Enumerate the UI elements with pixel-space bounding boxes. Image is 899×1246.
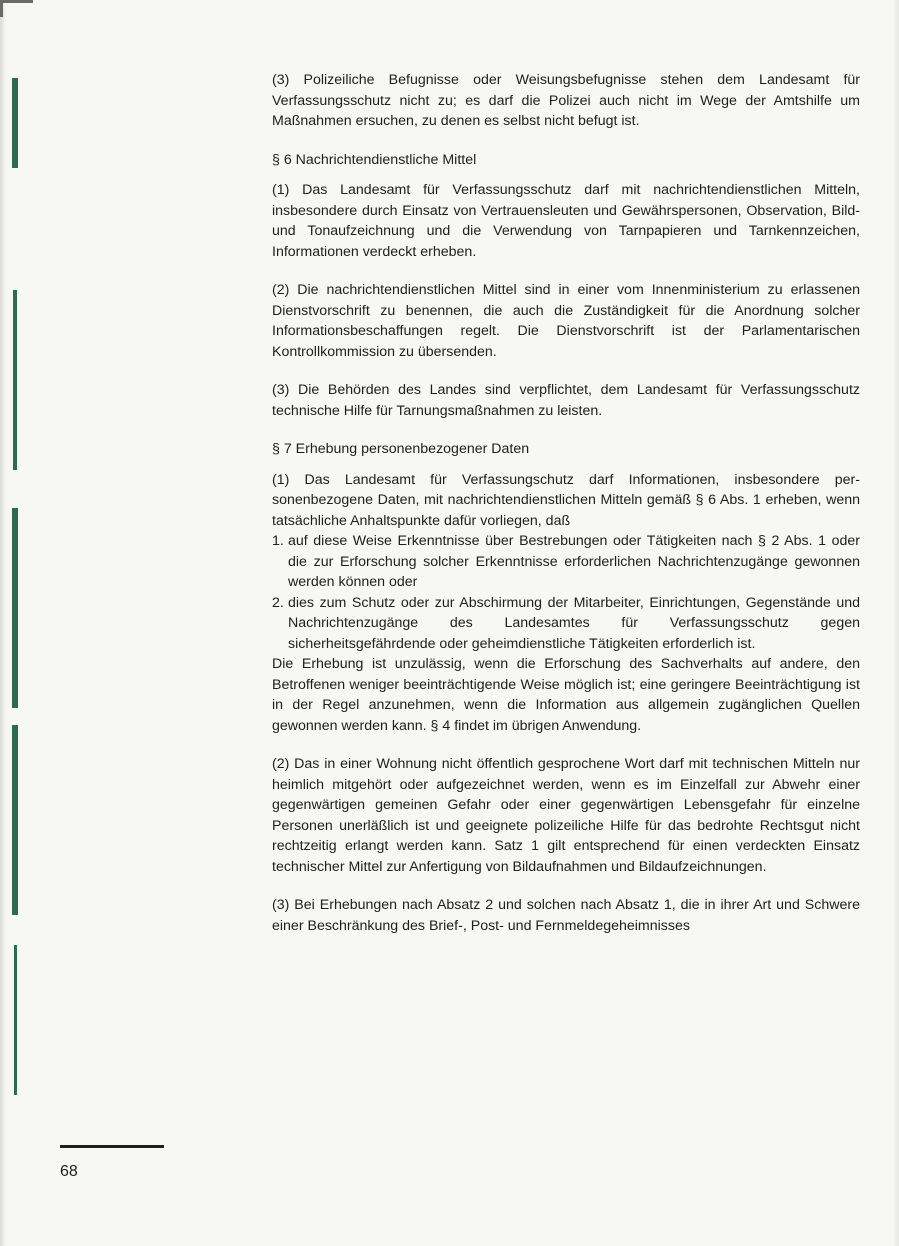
section-heading: § 7 Erhebung personenbezogener Daten [272,441,530,457]
scan-corner-mark [0,0,33,17]
footer-rule [60,1145,164,1148]
paragraph: (3) Polizeiliche Befugnisse oder Weisungsbefugnisse stehen dem Landesamt für Verfassungsschutz nicht zu; es darf die Polizei auch nicht im Wege der Amtshilfe um Maßnahmen ersuchen, zu denen es selbst nicht befugt ist. [272,72,860,129]
scan-edge-left [0,0,6,1246]
margin-marker [13,290,17,470]
list-item-number: 2. [272,594,284,611]
list-item-text: dies zum Schutz oder zur Abschirmung der Mitarbeiter, Einrichtungen, Gegenstände und Nachrichtenzugänge des Landesamtes für Verfassungsschutz gegen sicherheitsgefährdende oder geheimdienstliche Tätigkeiten erforderlich ist. [288,594,860,652]
paragraph: (2) Das in einer Wohnung nicht öffentlich gesprochene Wort darf mit technischen Mitteln nur heimlich mitgehört oder aufgezeichnet werden, wenn es im Einzelfall zur Abwehr einer gegenwärtigen gemeinen Gefahr oder einer gegenwärtigen Lebensgefahr für einzelne Personen unerläßlich ist und geeignete polizeiliche Hilfe für das bedrohte Rechtsgut nicht rechtzeitig erlangt werden kann. Satz 1 gilt entsprechend für einen verdeckten Einsatz technischer Mittel zur Anfertigung von Bildaufnahmen und Bildaufzeichnungen. [272,756,860,875]
margin-marker [12,725,18,915]
paragraph: (1) Das Landesamt für Verfassungsschutz darf mit nachrichtendienstlichen Mitteln, insbesondere durch Einsatz von Vertrauensleuten und Gewährspersonen, Observation, Bild- und Tonaufzeichnung und die Verwendung von Tarnpapieren und Tarnkennzeichen, Informationen verdeckt erheben. [272,182,860,260]
paragraph: (2) Die nachrichtendienstlichen Mittel sind in einer vom Innenministerium zu erlassenen Dienstvorschrift zu benennen, die auch die Zuständigkeit für die Anordnung solcher Informationsbeschaffungen regelt. Die Dienstvorschrift ist der Parlamentarischen Kontrollkommission zu übersenden. [272,282,860,360]
margin-marker [12,78,18,168]
section-heading: § 6 Nachrichtendienstliche Mittel [272,151,477,168]
page-number: 68 [60,1163,78,1180]
paragraph: (3) Bei Erhebungen nach Absatz 2 und solchen nach Absatz 1, die in ihrer Art und Schwere einer Beschränkung des Brief-, Post- und Fernmeldegeheimnisses [272,897,860,934]
margin-marker [14,945,17,1095]
margin-marker [12,508,18,708]
list-item [272,531,860,593]
list-item-text: auf diese Weise Erkenntnisse über Bestrebungen oder Tätigkeiten nach § 2 Abs. 1 oder die zur Erforschung solcher Erkenntnisse erforderlichen Nachrichtenzugänge gewonnen werden können oder [288,533,860,590]
list-item [272,593,860,655]
list-item-number: 1. [272,533,284,549]
paragraph: Die Erhebung ist unzulässig, wenn die Erforschung des Sachverhalts auf andere, den Betroffenen weniger beeinträchtigende Weise möglich ist; eine geringere Beeinträchtigung ist in der Regel anzunehmen, wenn die Information aus allgemein zugänglichen Quellen gewonnen werden kann. § 4 findet im übrigen Anwendung. [272,656,860,734]
paragraph: (3) Die Behörden des Landes sind verpflichtet, dem Landesamt für Verfassungsschutz technische Hilfe für Tarnungsmaßnahmen zu leisten. [272,382,860,419]
numbered-list [272,531,860,654]
page-body [272,70,860,936]
scan-edge-right [893,0,899,1246]
paragraph: (1) Das Landesamt für Verfassungschutz darf Informationen, insbesondere personenbezogene Daten, mit nachrichtendienstlichen Mitteln gemäß § 6 Abs. 1 erheben, wenn tatsächliche Anhaltspunkte dafür vorliegen, daß [272,471,860,529]
